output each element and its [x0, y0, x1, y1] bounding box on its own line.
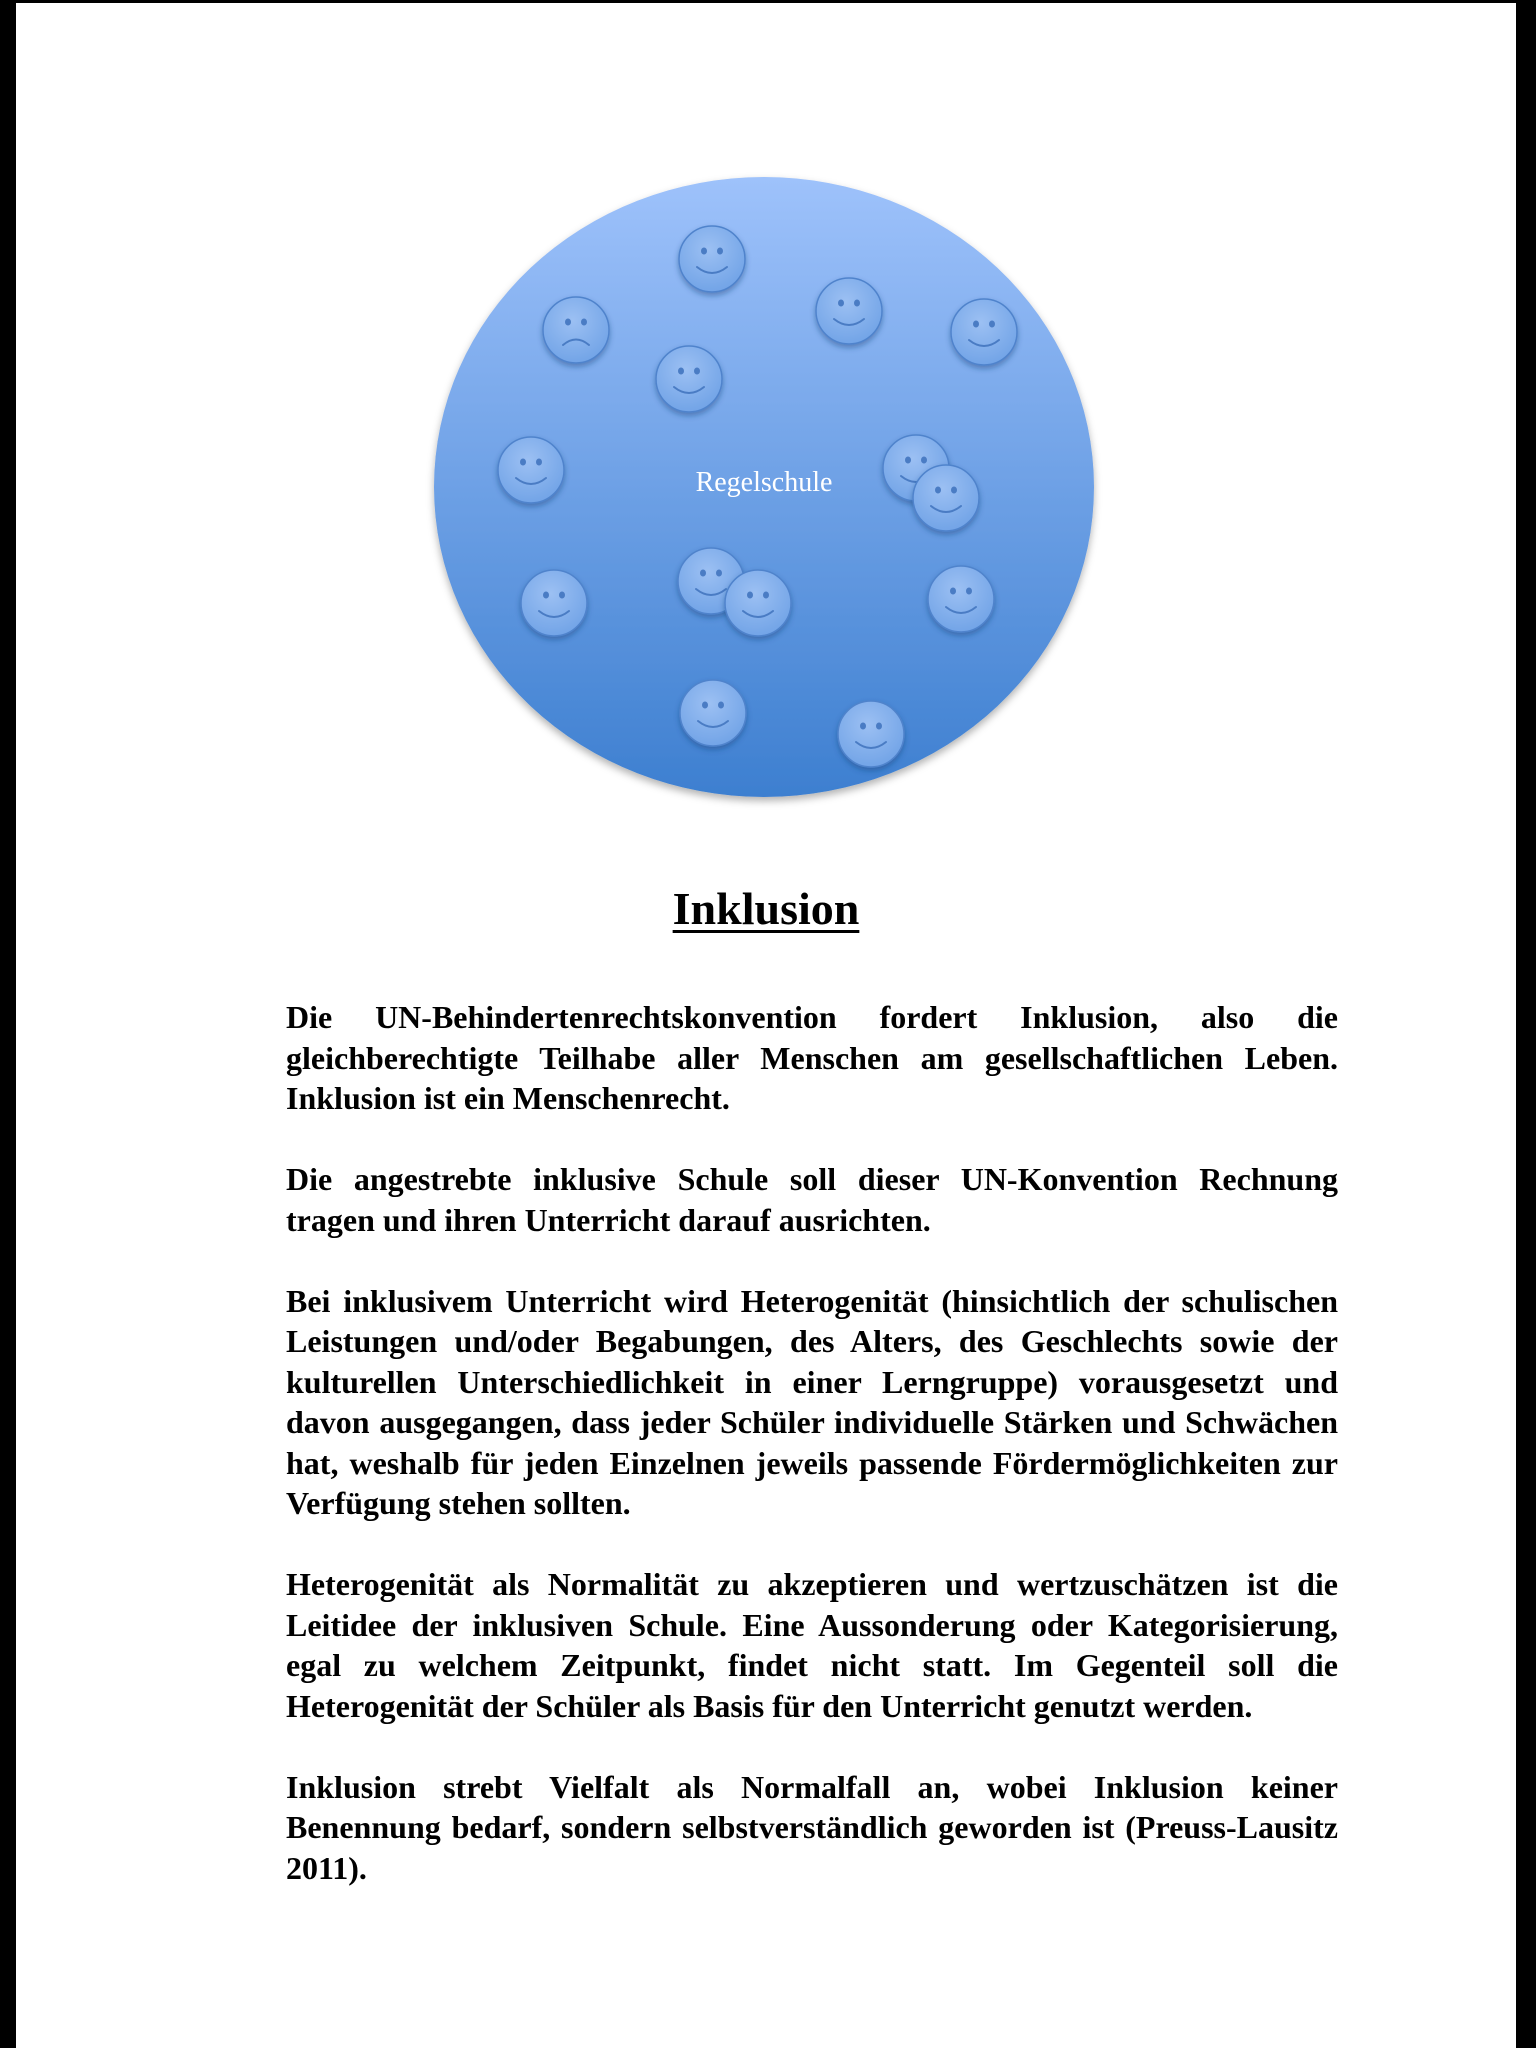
page-title [16, 881, 1516, 937]
paragraph-4: Heterogenität als Normalität zu akzeptieren und wertzuschätzen ist die Leitidee der inklusiven Schule. Eine Aussonderung oder Kategorisierung, egal zu welchem Zeitpunkt, findet nicht statt. Im Gegenteil soll die Heterogenität der Schüler als Basis für den Unterricht genutzt werden. [286, 1566, 1338, 1724]
smiley-face-icon [928, 566, 994, 632]
paragraph-2: Die angestrebte inklusive Schule soll dieser UN-Konvention Rechnung tragen und ihren Unterricht darauf ausrichten. [286, 1161, 1338, 1238]
document-page [16, 3, 1516, 2048]
smiley-face-icon [656, 346, 722, 412]
smiley-face-icon [680, 680, 746, 746]
smiley-face-icon [498, 437, 564, 503]
smiley-face-icon [913, 465, 979, 531]
smiley-face-icon [521, 570, 587, 636]
circle-label: Regelschule [695, 467, 833, 498]
regelschule-diagram [16, 3, 1516, 843]
sad-face-icon [543, 297, 609, 363]
smiley-face-icon [951, 299, 1017, 365]
smiley-face-icon [725, 570, 791, 636]
body-text [286, 997, 1338, 1888]
paragraph-5: Inklusion strebt Vielfalt als Normalfall an, wobei Inklusion keiner Benennung bedarf, sondern selbstverständlich geworden ist (Preuss-Lausitz 2011). [286, 1768, 1338, 1886]
smiley-face-icon [679, 226, 745, 292]
smiley-face-icon [816, 278, 882, 344]
title-text: Inklusion [672, 883, 860, 934]
paragraph-1: Die UN-Behindertenrechtskonvention fordert Inklusion, also die gleichberechtigte Teilhabe aller Menschen am gesellschaftlichen Leben. Inklusion ist ein Menschenrecht. [286, 999, 1338, 1116]
paragraph-3: Bei inklusivem Unterricht wird Heterogenität (hinsichtlich der schulischen Leistungen und/oder Begabungen, des Alters, des Geschlechts sowie der kulturellen Unterschiedlichkeit in einer Lerngruppe) vorausgesetzt und davon ausgegangen, dass jeder Schüler individuelle Stärken und Schwächen hat, weshalb für jeden Einzelnen jeweils passende Fördermöglichkeiten zur Verfügung stehen sollten. [286, 1282, 1338, 1521]
smiley-face-icon [838, 701, 904, 767]
